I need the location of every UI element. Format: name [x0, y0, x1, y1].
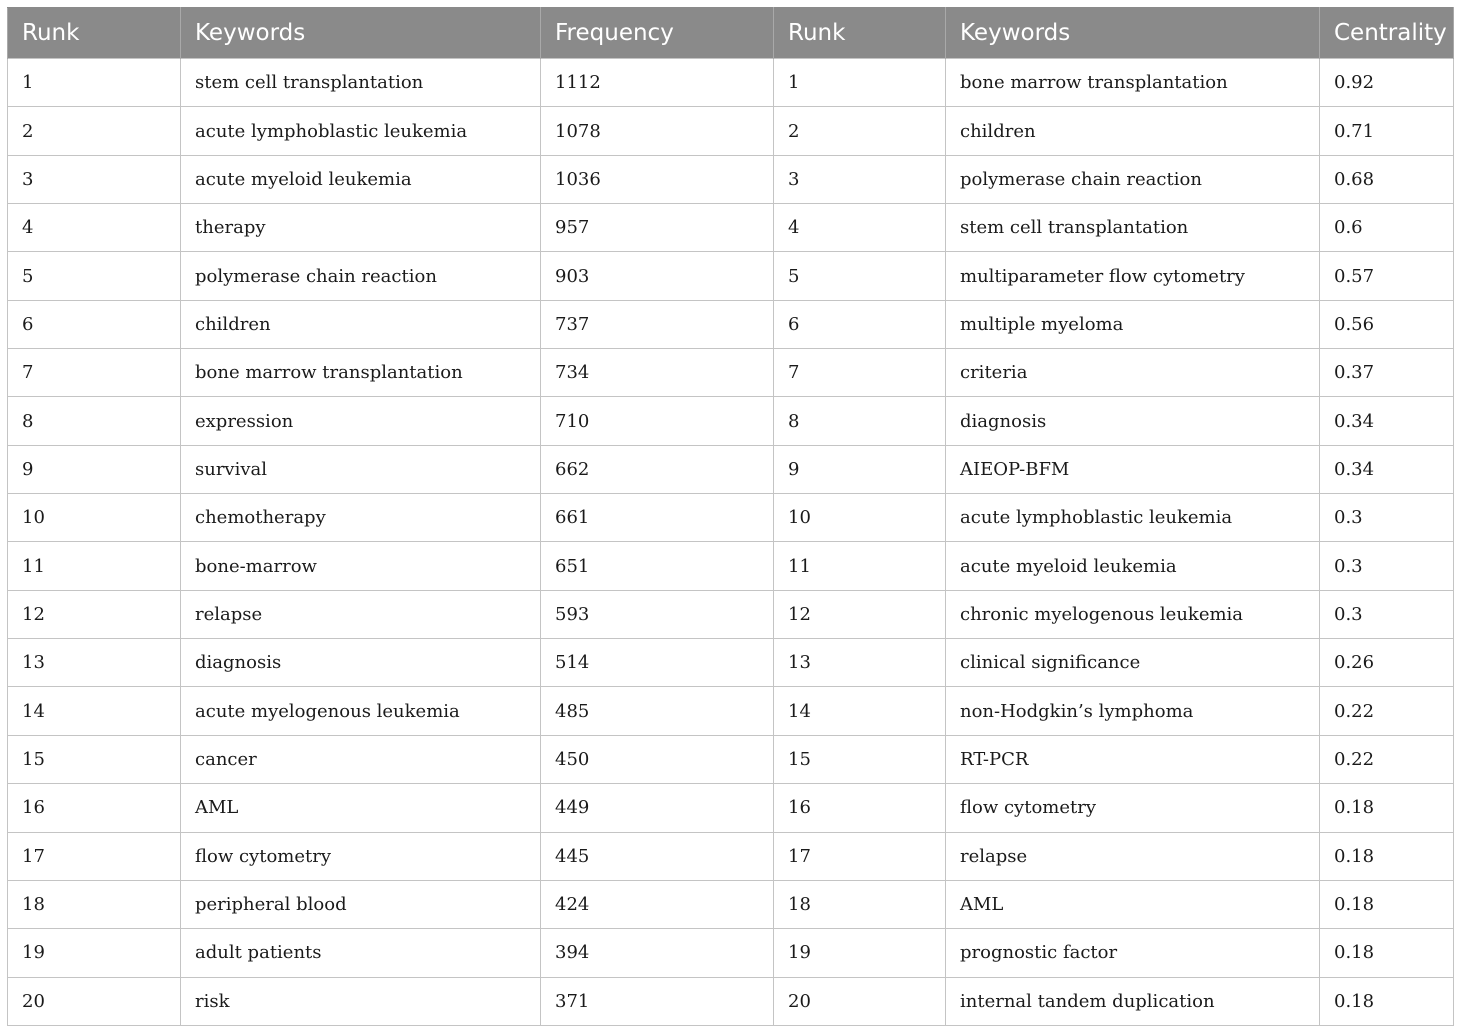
- keyword-cell: relapse: [946, 832, 1320, 880]
- rank-cell: 1: [774, 59, 946, 107]
- rank-cell: 9: [774, 445, 946, 493]
- rank-cell: 16: [774, 784, 946, 832]
- keyword-cell: polymerase chain reaction: [946, 155, 1320, 203]
- rank-cell: 10: [774, 494, 946, 542]
- rank-cell: 18: [8, 880, 181, 928]
- keyword-cell: stem cell transplantation: [181, 59, 541, 107]
- frequency-cell: 449: [541, 784, 774, 832]
- table-row: [8, 639, 1454, 687]
- rank-cell: 10: [8, 494, 181, 542]
- table-row: [8, 397, 1454, 445]
- centrality-cell: 0.57: [1320, 252, 1454, 300]
- keyword-cell: acute myeloid leukemia: [181, 155, 541, 203]
- frequency-cell: 903: [541, 252, 774, 300]
- keyword-cell: bone marrow transplantation: [946, 59, 1320, 107]
- rank-cell: 19: [774, 929, 946, 977]
- rank-cell: 2: [8, 107, 181, 155]
- keyword-cell: flow cytometry: [946, 784, 1320, 832]
- keyword-table: [7, 7, 1454, 1026]
- frequency-cell: 424: [541, 880, 774, 928]
- keyword-cell: RT-PCR: [946, 735, 1320, 783]
- keyword-cell: acute lymphoblastic leukemia: [946, 494, 1320, 542]
- keyword-cell: survival: [181, 445, 541, 493]
- keyword-cell: adult patients: [181, 929, 541, 977]
- header-keywords-centrality: Keywords: [946, 8, 1320, 59]
- centrality-cell: 0.34: [1320, 445, 1454, 493]
- frequency-cell: 1078: [541, 107, 774, 155]
- frequency-cell: 710: [541, 397, 774, 445]
- rank-cell: 19: [8, 929, 181, 977]
- rank-cell: 20: [8, 977, 181, 1025]
- rank-cell: 11: [8, 542, 181, 590]
- centrality-cell: 0.18: [1320, 880, 1454, 928]
- centrality-cell: 0.34: [1320, 397, 1454, 445]
- table-row: [8, 349, 1454, 397]
- frequency-cell: 1112: [541, 59, 774, 107]
- table-row: [8, 687, 1454, 735]
- table-body: [8, 59, 1454, 1026]
- centrality-cell: 0.71: [1320, 107, 1454, 155]
- frequency-cell: 371: [541, 977, 774, 1025]
- rank-cell: 18: [774, 880, 946, 928]
- keyword-cell: children: [181, 300, 541, 348]
- centrality-cell: 0.3: [1320, 542, 1454, 590]
- rank-cell: 7: [774, 349, 946, 397]
- rank-cell: 9: [8, 445, 181, 493]
- keyword-cell: relapse: [181, 590, 541, 638]
- centrality-cell: 0.56: [1320, 300, 1454, 348]
- header-rank-centrality: Runk: [774, 8, 946, 59]
- header-row: [8, 8, 1454, 59]
- rank-cell: 13: [8, 639, 181, 687]
- frequency-cell: 394: [541, 929, 774, 977]
- keyword-cell: multiple myeloma: [946, 300, 1320, 348]
- centrality-cell: 0.18: [1320, 977, 1454, 1025]
- keyword-cell: acute myeloid leukemia: [946, 542, 1320, 590]
- keyword-cell: criteria: [946, 349, 1320, 397]
- rank-cell: 15: [8, 735, 181, 783]
- keyword-cell: diagnosis: [946, 397, 1320, 445]
- rank-cell: 4: [774, 204, 946, 252]
- keyword-cell: children: [946, 107, 1320, 155]
- table-row: [8, 542, 1454, 590]
- keyword-cell: AIEOP-BFM: [946, 445, 1320, 493]
- table-row: [8, 929, 1454, 977]
- rank-cell: 6: [8, 300, 181, 348]
- keyword-cell: chemotherapy: [181, 494, 541, 542]
- table-row: [8, 252, 1454, 300]
- frequency-cell: 737: [541, 300, 774, 348]
- frequency-cell: 651: [541, 542, 774, 590]
- keyword-cell: therapy: [181, 204, 541, 252]
- keyword-cell: AML: [946, 880, 1320, 928]
- frequency-cell: 957: [541, 204, 774, 252]
- keyword-cell: acute lymphoblastic leukemia: [181, 107, 541, 155]
- keyword-cell: bone marrow transplantation: [181, 349, 541, 397]
- table-row: [8, 880, 1454, 928]
- centrality-cell: 0.92: [1320, 59, 1454, 107]
- table-row: [8, 977, 1454, 1025]
- rank-cell: 1: [8, 59, 181, 107]
- rank-cell: 3: [774, 155, 946, 203]
- centrality-cell: 0.26: [1320, 639, 1454, 687]
- keyword-cell: clinical significance: [946, 639, 1320, 687]
- rank-cell: 14: [774, 687, 946, 735]
- rank-cell: 12: [8, 590, 181, 638]
- frequency-cell: 734: [541, 349, 774, 397]
- rank-cell: 8: [8, 397, 181, 445]
- table-row: [8, 832, 1454, 880]
- rank-cell: 16: [8, 784, 181, 832]
- keyword-cell: internal tandem duplication: [946, 977, 1320, 1025]
- rank-cell: 3: [8, 155, 181, 203]
- keyword-cell: bone-marrow: [181, 542, 541, 590]
- frequency-cell: 485: [541, 687, 774, 735]
- keyword-cell: multiparameter flow cytometry: [946, 252, 1320, 300]
- rank-cell: 17: [774, 832, 946, 880]
- keyword-cell: flow cytometry: [181, 832, 541, 880]
- centrality-cell: 0.3: [1320, 590, 1454, 638]
- keyword-cell: chronic myelogenous leukemia: [946, 590, 1320, 638]
- keyword-cell: expression: [181, 397, 541, 445]
- table-row: [8, 445, 1454, 493]
- header-rank-frequency: Runk: [8, 8, 181, 59]
- table-row: [8, 59, 1454, 107]
- rank-cell: 14: [8, 687, 181, 735]
- frequency-cell: 662: [541, 445, 774, 493]
- table-row: [8, 107, 1454, 155]
- table-row: [8, 494, 1454, 542]
- rank-cell: 6: [774, 300, 946, 348]
- table-row: [8, 735, 1454, 783]
- frequency-cell: 1036: [541, 155, 774, 203]
- table-row: [8, 590, 1454, 638]
- centrality-cell: 0.68: [1320, 155, 1454, 203]
- centrality-cell: 0.3: [1320, 494, 1454, 542]
- keyword-cell: polymerase chain reaction: [181, 252, 541, 300]
- keyword-cell: non-Hodgkin’s lymphoma: [946, 687, 1320, 735]
- keyword-cell: risk: [181, 977, 541, 1025]
- table-container: [7, 7, 1454, 1026]
- rank-cell: 2: [774, 107, 946, 155]
- keyword-cell: prognostic factor: [946, 929, 1320, 977]
- keyword-cell: acute myelogenous leukemia: [181, 687, 541, 735]
- centrality-cell: 0.18: [1320, 929, 1454, 977]
- centrality-cell: 0.6: [1320, 204, 1454, 252]
- keyword-cell: cancer: [181, 735, 541, 783]
- rank-cell: 11: [774, 542, 946, 590]
- rank-cell: 13: [774, 639, 946, 687]
- centrality-cell: 0.22: [1320, 687, 1454, 735]
- frequency-cell: 514: [541, 639, 774, 687]
- rank-cell: 8: [774, 397, 946, 445]
- centrality-cell: 0.37: [1320, 349, 1454, 397]
- table-row: [8, 204, 1454, 252]
- keyword-cell: diagnosis: [181, 639, 541, 687]
- frequency-cell: 445: [541, 832, 774, 880]
- rank-cell: 5: [8, 252, 181, 300]
- keyword-cell: AML: [181, 784, 541, 832]
- frequency-cell: 450: [541, 735, 774, 783]
- frequency-cell: 661: [541, 494, 774, 542]
- rank-cell: 17: [8, 832, 181, 880]
- frequency-cell: 593: [541, 590, 774, 638]
- table-row: [8, 155, 1454, 203]
- header-centrality: Centrality: [1320, 8, 1454, 59]
- centrality-cell: 0.18: [1320, 832, 1454, 880]
- rank-cell: 12: [774, 590, 946, 638]
- rank-cell: 7: [8, 349, 181, 397]
- centrality-cell: 0.22: [1320, 735, 1454, 783]
- keyword-cell: stem cell transplantation: [946, 204, 1320, 252]
- keyword-cell: peripheral blood: [181, 880, 541, 928]
- table-row: [8, 300, 1454, 348]
- rank-cell: 5: [774, 252, 946, 300]
- rank-cell: 20: [774, 977, 946, 1025]
- centrality-cell: 0.18: [1320, 784, 1454, 832]
- table-row: [8, 784, 1454, 832]
- header-keywords-frequency: Keywords: [181, 8, 541, 59]
- rank-cell: 15: [774, 735, 946, 783]
- header-frequency: Frequency: [541, 8, 774, 59]
- rank-cell: 4: [8, 204, 181, 252]
